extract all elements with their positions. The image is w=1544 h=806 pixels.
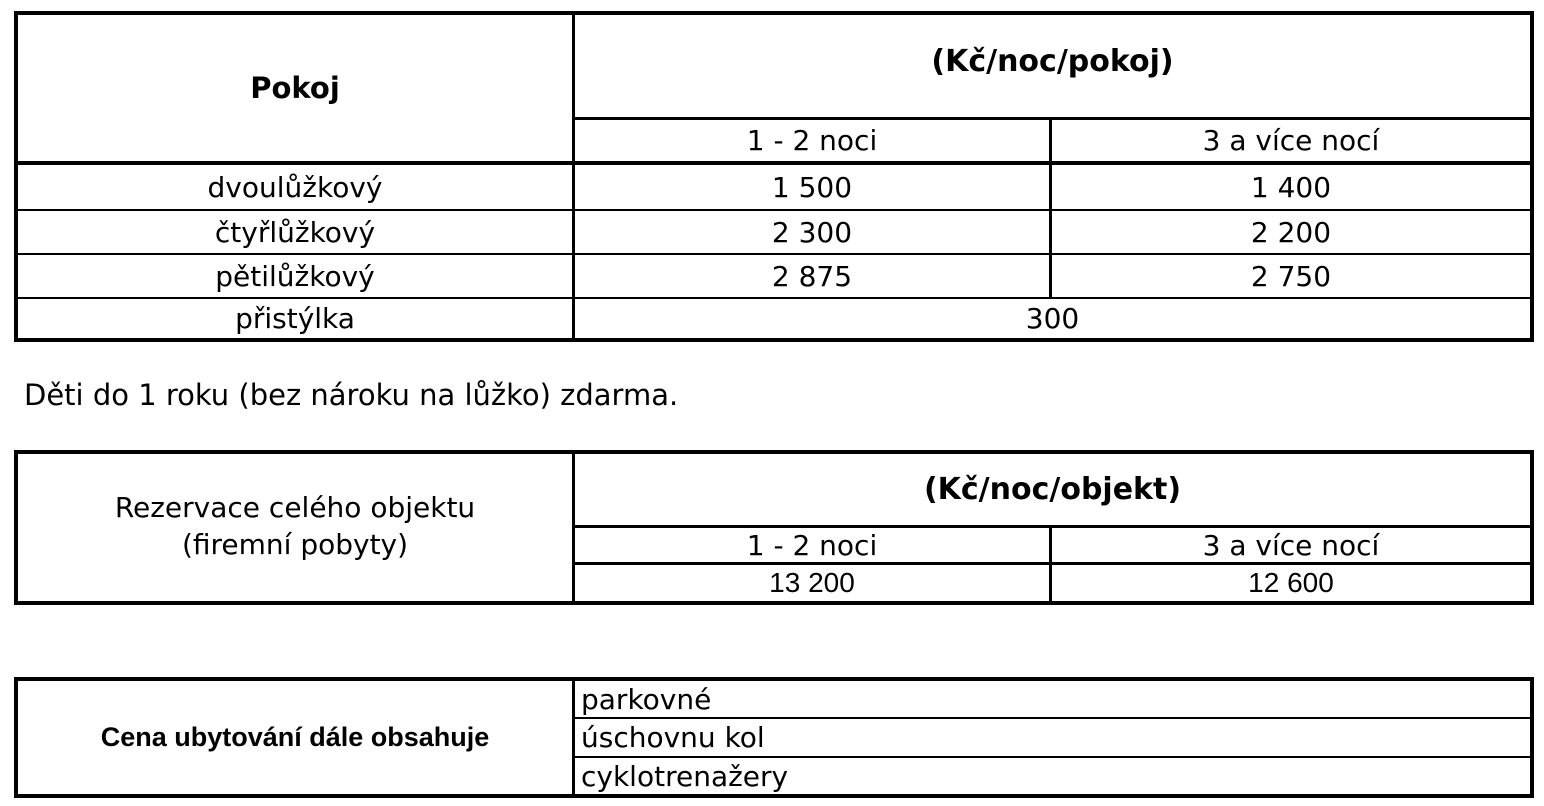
room-price-table <box>14 11 1534 342</box>
object-price-long: 12 600 <box>1248 567 1334 598</box>
room-type: dvoulůžkový <box>207 170 383 204</box>
col-header-short-stay: 1 - 2 noci <box>746 124 878 157</box>
included-item: úschovnu kol <box>581 721 765 754</box>
price-short: 1 500 <box>771 170 853 204</box>
object-price-short: 13 200 <box>769 567 855 598</box>
included-label: Cena ubytování dále obsahuje <box>100 722 490 752</box>
children-note: Děti do 1 roku (bez nároku na lůžko) zdarma. <box>24 378 679 412</box>
extra-bed-label: přistýlka <box>235 302 355 335</box>
header-room: Pokoj <box>250 71 340 105</box>
header-unit-room: (Kč/noc/pokoj) <box>931 43 1174 79</box>
price-short: 2 875 <box>771 259 853 293</box>
object-label <box>18 454 572 601</box>
room-type: čtyřlůžkový <box>214 215 376 249</box>
included-item: cyklotrenažery <box>581 759 789 793</box>
included-services-table <box>14 677 1534 798</box>
price-long: 1 400 <box>1250 170 1332 204</box>
object-price-table <box>14 450 1534 605</box>
price-long: 2 750 <box>1250 259 1332 293</box>
room-type: pětilůžkový <box>215 259 375 293</box>
object-label-line1: Rezervace celého objektu <box>114 490 476 524</box>
col-header-long-stay: 3 a více nocí <box>1202 528 1380 562</box>
header-unit-object: (Kč/noc/objekt) <box>923 472 1182 507</box>
col-header-long-stay: 3 a více nocí <box>1202 124 1380 157</box>
col-header-short-stay: 1 - 2 noci <box>746 528 878 562</box>
price-short: 2 300 <box>771 215 853 249</box>
extra-bed-price: 300 <box>1025 302 1080 335</box>
included-item: parkovné <box>581 682 712 716</box>
object-label-line2: (firemní pobyty) <box>181 527 409 561</box>
price-long: 2 200 <box>1250 215 1332 249</box>
